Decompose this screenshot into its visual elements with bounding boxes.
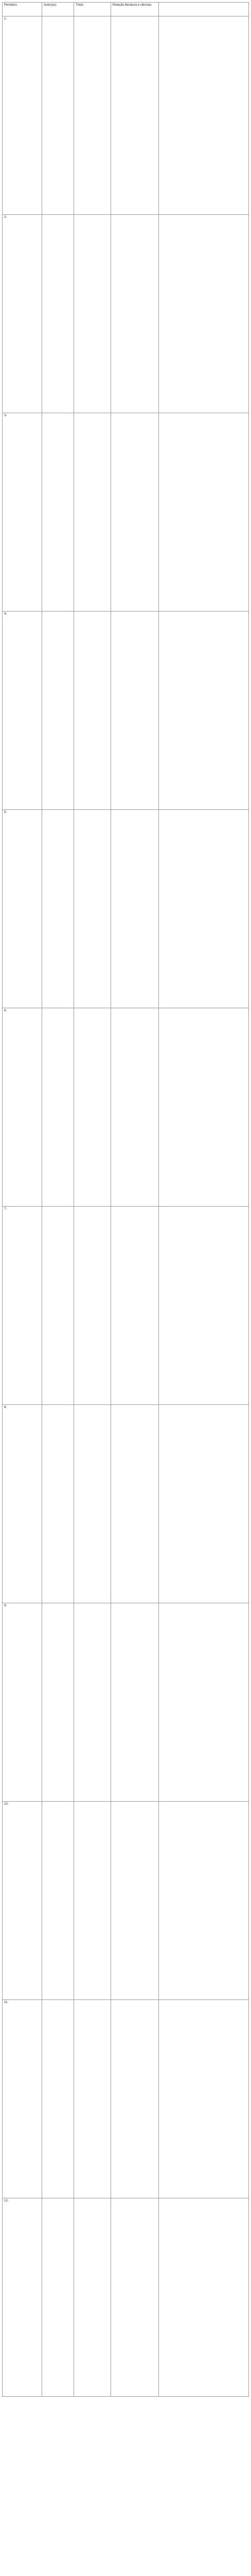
table-cell: 11- xyxy=(3,2000,42,2198)
table-row xyxy=(3,1405,249,1603)
table-cell xyxy=(159,1405,249,1603)
table-cell xyxy=(111,1603,159,1802)
table-row xyxy=(3,810,249,1008)
table-cell xyxy=(159,2000,249,2198)
header-extra xyxy=(159,3,249,16)
table-cell xyxy=(42,2198,74,2397)
table-row xyxy=(3,2000,249,2198)
table-cell: 6- xyxy=(3,1008,42,1207)
table-cell xyxy=(159,2198,249,2397)
table-cell xyxy=(74,1603,111,1802)
table-cell xyxy=(74,2000,111,2198)
table-cell xyxy=(74,612,111,810)
table-cell xyxy=(159,215,249,413)
table-cell xyxy=(42,1207,74,1405)
table-cell xyxy=(42,215,74,413)
table-row xyxy=(3,16,249,215)
table-cell xyxy=(159,1603,249,1802)
table-cell xyxy=(159,16,249,215)
table-cell xyxy=(111,810,159,1008)
table-cell: 5- xyxy=(3,810,42,1008)
table-cell xyxy=(159,810,249,1008)
table-cell xyxy=(111,16,159,215)
table-cell: 1- xyxy=(3,16,42,215)
table-cell xyxy=(111,215,159,413)
table-cell xyxy=(159,1802,249,2000)
table-row xyxy=(3,1207,249,1405)
table-cell xyxy=(159,413,249,612)
header-titulo: Título xyxy=(74,3,111,16)
references-table xyxy=(2,2,249,2397)
table-row xyxy=(3,1603,249,1802)
table-cell: 4- xyxy=(3,612,42,810)
table-cell xyxy=(42,1008,74,1207)
table-row xyxy=(3,612,249,810)
table-cell: 9- xyxy=(3,1603,42,1802)
table-row xyxy=(3,2198,249,2397)
table-cell: 10- xyxy=(3,1802,42,2000)
header-autores: Autor(es) xyxy=(42,3,74,16)
table-cell xyxy=(42,2000,74,2198)
table-cell xyxy=(111,1802,159,2000)
table-cell xyxy=(42,612,74,810)
table-cell xyxy=(42,810,74,1008)
table-row xyxy=(3,1008,249,1207)
table-row xyxy=(3,1802,249,2000)
table-cell xyxy=(74,413,111,612)
table-cell xyxy=(74,2198,111,2397)
table-row xyxy=(3,413,249,612)
table-cell xyxy=(111,612,159,810)
header-relacao: Relação literatura e ciências xyxy=(111,3,159,16)
table-cell xyxy=(74,215,111,413)
table-cell xyxy=(42,1603,74,1802)
table-cell xyxy=(74,1802,111,2000)
table-cell xyxy=(74,1405,111,1603)
table-cell xyxy=(159,612,249,810)
table-cell xyxy=(111,2198,159,2397)
table-cell xyxy=(42,16,74,215)
table-cell xyxy=(74,1008,111,1207)
table-cell xyxy=(42,413,74,612)
table-cell xyxy=(74,1207,111,1405)
table-cell xyxy=(159,1008,249,1207)
table-row xyxy=(3,215,249,413)
table-cell xyxy=(74,16,111,215)
table-cell xyxy=(42,1802,74,2000)
table-cell xyxy=(42,1405,74,1603)
table-cell xyxy=(111,2000,159,2198)
table-cell: 12- xyxy=(3,2198,42,2397)
table-cell xyxy=(159,1207,249,1405)
table-cell: 8- xyxy=(3,1405,42,1603)
table-cell xyxy=(111,1207,159,1405)
header-periodico: Periódico xyxy=(3,3,42,16)
table-cell xyxy=(74,810,111,1008)
table-cell xyxy=(111,413,159,612)
table-cell: 7- xyxy=(3,1207,42,1405)
table-cell xyxy=(111,1405,159,1603)
table-cell: 2- xyxy=(3,215,42,413)
table-header-row xyxy=(3,3,249,16)
table-cell xyxy=(111,1008,159,1207)
table-cell: 3- xyxy=(3,413,42,612)
